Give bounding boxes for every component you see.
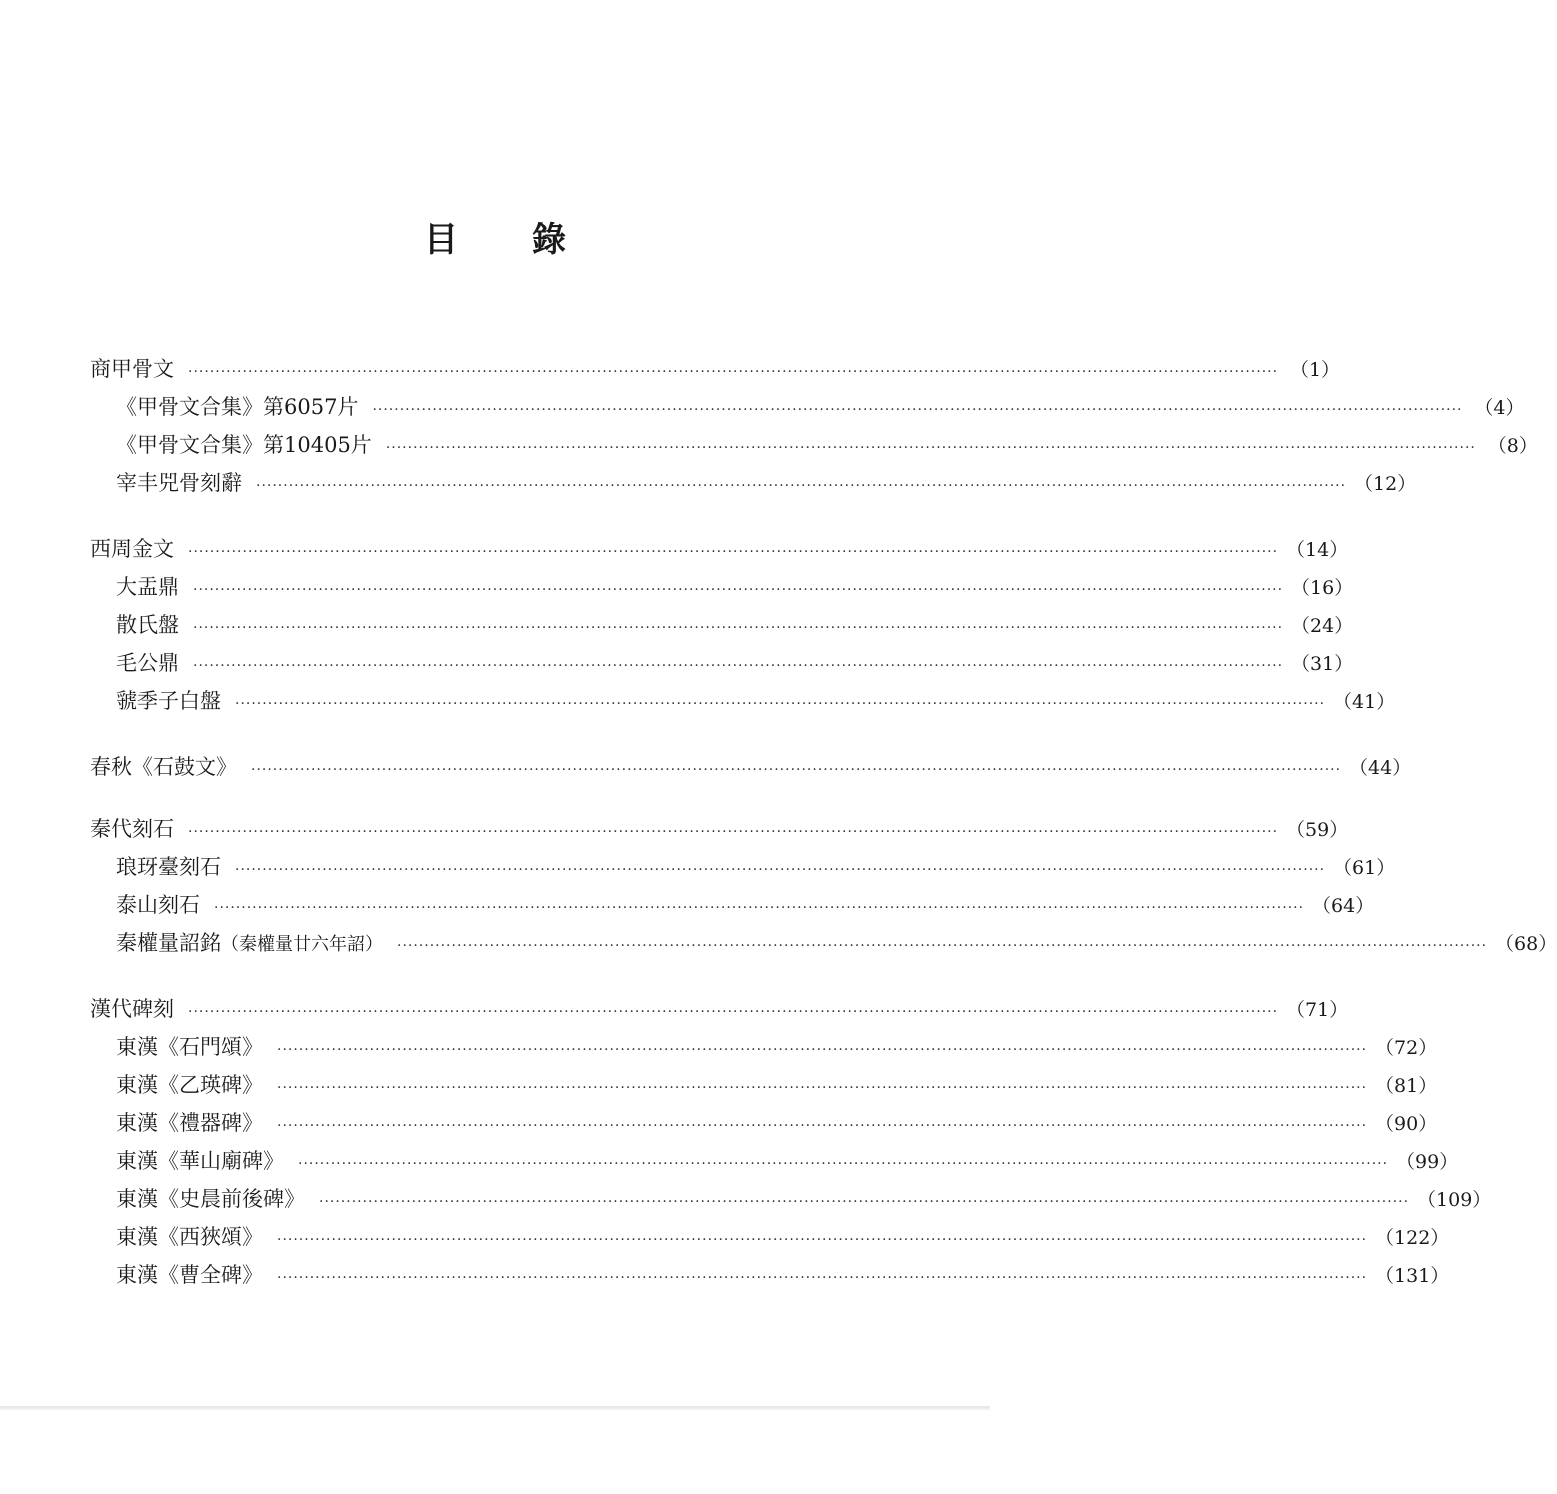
toc-entry[interactable]	[90, 606, 1354, 644]
toc-page-number: （44）	[1349, 757, 1412, 779]
toc-entry-label: 東漢《西狹頌》	[116, 1225, 263, 1249]
toc-entry-label: 琅玡臺刻石	[116, 855, 221, 879]
toc-entry-label: 東漢《石門頌》	[116, 1035, 263, 1059]
dot-leader: ········································································································································································································	[277, 1270, 1368, 1286]
toc-page-number: （8）	[1487, 435, 1538, 457]
dot-leader: ········································································································································································································	[256, 478, 1347, 494]
dot-leader: ········································································································································································································	[319, 1194, 1410, 1210]
dot-leader: ········································································································································································································	[251, 762, 1342, 778]
toc-heading[interactable]	[90, 530, 1349, 568]
dot-leader: ········································································································································································································	[235, 696, 1326, 712]
toc-page-number: （64）	[1312, 895, 1375, 917]
toc-entry[interactable]	[90, 644, 1354, 682]
dot-leader: ········································································································································································································	[385, 440, 1476, 456]
toc-section	[90, 990, 1492, 1294]
toc-page-number: （16）	[1291, 577, 1354, 599]
dot-leader: ········································································································································································································	[188, 1004, 1279, 1020]
title-char-1: 目	[424, 220, 458, 260]
toc-entry-label: 毛公鼎	[116, 651, 179, 675]
dot-leader: ········································································································································································································	[277, 1118, 1368, 1134]
toc-entry-label: 東漢《史晨前後碑》	[116, 1187, 305, 1211]
toc-page-number: （1）	[1289, 359, 1341, 381]
toc-entry[interactable]	[90, 1142, 1459, 1180]
toc-entry-label: 《甲骨文合集》第10405片	[116, 433, 372, 457]
dot-leader: ········································································································································································································	[277, 1042, 1368, 1058]
toc-heading-label: 春秋《石鼓文》	[90, 755, 237, 779]
toc-page-number: （59）	[1286, 819, 1349, 841]
dot-leader: ········································································································································································································	[188, 824, 1279, 840]
toc-page-number: （122）	[1375, 1227, 1450, 1249]
dot-leader: ········································································································································································································	[372, 402, 1463, 418]
toc-heading[interactable]	[90, 810, 1349, 848]
toc-section	[90, 530, 1396, 720]
toc-heading[interactable]	[90, 350, 1341, 388]
title-char-2: 錄	[532, 220, 566, 260]
toc-page-number: （81）	[1375, 1075, 1438, 1097]
toc-page-number: （14）	[1286, 539, 1349, 561]
dot-leader: ········································································································································································································	[298, 1156, 1389, 1172]
dot-leader: ········································································································································································································	[193, 620, 1284, 636]
toc-page-number: （68）	[1495, 933, 1557, 955]
toc-entry[interactable]	[90, 886, 1375, 924]
table-of-contents	[90, 350, 1557, 1322]
toc-entry-label: 東漢《禮器碑》	[116, 1111, 263, 1135]
toc-entry[interactable]	[90, 1218, 1450, 1256]
page-bottom-edge	[0, 1406, 990, 1410]
toc-entry-main: 秦權量詔銘	[116, 931, 221, 955]
toc-page-number: （72）	[1375, 1037, 1438, 1059]
toc-entry-label: 虢季子白盤	[116, 689, 221, 713]
toc-page-number: （131）	[1375, 1265, 1450, 1287]
toc-entry-label: 東漢《乙瑛碑》	[116, 1073, 263, 1097]
toc-heading[interactable]	[90, 990, 1349, 1028]
dot-leader: ········································································································································································································	[193, 582, 1284, 598]
dot-leader: ········································································································································································································	[277, 1080, 1368, 1096]
toc-page-number: （31）	[1291, 653, 1354, 675]
toc-entry-label: 東漢《曹全碑》	[116, 1263, 263, 1287]
toc-heading-label: 商甲骨文	[90, 357, 174, 381]
toc-entry[interactable]	[90, 682, 1396, 720]
toc-page-number: （99）	[1396, 1151, 1459, 1173]
toc-entry[interactable]	[90, 426, 1538, 464]
toc-entry-label: 《甲骨文合集》第6057片	[116, 395, 359, 419]
dot-leader: ········································································································································································································	[188, 364, 1279, 380]
toc-entry[interactable]	[90, 388, 1525, 426]
dot-leader: ········································································································································································································	[277, 1232, 1368, 1248]
toc-page-number: （71）	[1286, 999, 1349, 1021]
dot-leader: ········································································································································································································	[193, 658, 1284, 674]
toc-entry-label: 宰丰兕骨刻辭	[116, 471, 242, 495]
toc-section	[90, 810, 1557, 962]
toc-entry[interactable]	[90, 1066, 1438, 1104]
toc-entry-label: 泰山刻石	[116, 893, 200, 917]
toc-entry[interactable]	[90, 1180, 1492, 1218]
toc-entry-label	[116, 924, 397, 964]
toc-entry-note: （秦權量廿六年詔）	[221, 934, 383, 955]
toc-entry[interactable]	[90, 1028, 1438, 1066]
toc-page-number: （61）	[1333, 857, 1396, 879]
toc-section	[90, 350, 1538, 502]
toc-entry[interactable]	[90, 1104, 1438, 1142]
toc-page-number: （24）	[1291, 615, 1354, 637]
toc-page-number: （12）	[1354, 473, 1417, 495]
toc-entry[interactable]	[90, 464, 1417, 502]
dot-leader: ········································································································································································································	[188, 544, 1279, 560]
page-title	[0, 212, 990, 261]
toc-entry-label: 東漢《華山廟碑》	[116, 1149, 284, 1173]
toc-entry[interactable]	[90, 924, 1557, 962]
toc-entry[interactable]	[90, 568, 1354, 606]
toc-heading-label: 漢代碑刻	[90, 997, 174, 1021]
toc-page-number: （90）	[1375, 1113, 1438, 1135]
toc-entry[interactable]	[90, 1256, 1450, 1294]
toc-heading-label: 西周金文	[90, 537, 174, 561]
toc-heading-label: 秦代刻石	[90, 817, 174, 841]
toc-entry-label: 散氏盤	[116, 613, 179, 637]
dot-leader: ········································································································································································································	[397, 938, 1488, 954]
toc-page-number: （109）	[1417, 1189, 1492, 1211]
dot-leader: ········································································································································································································	[235, 862, 1326, 878]
toc-page-number: （4）	[1474, 397, 1525, 419]
toc-entry[interactable]	[90, 848, 1396, 886]
dot-leader: ········································································································································································································	[214, 900, 1305, 916]
toc-heading[interactable]	[90, 748, 1412, 786]
toc-section	[90, 748, 1412, 786]
toc-entry-label: 大盂鼎	[116, 575, 179, 599]
toc-page-number: （41）	[1333, 691, 1396, 713]
